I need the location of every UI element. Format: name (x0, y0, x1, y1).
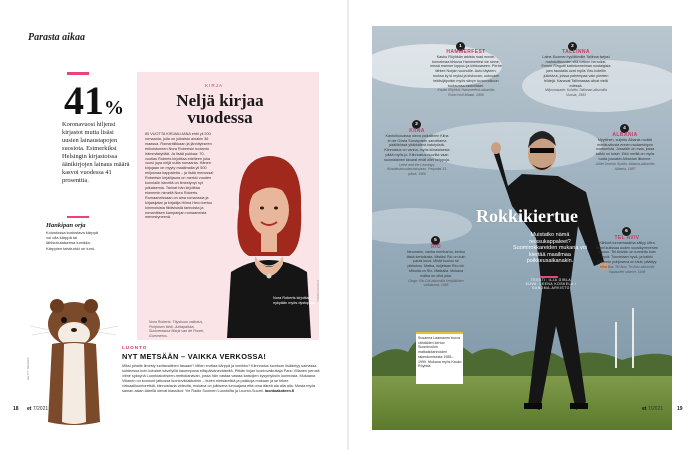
stop-box-hammerfest (430, 50, 502, 98)
stop-album: Ultra Bra: Tel Aviv, Tel Aviv-albumilla Vapauden sävelet, 1998 (599, 264, 655, 274)
stop-box-tallinna (540, 50, 612, 98)
book-card-footer: Nora Roberts: Täyskuun vaikutus, Pohjoisen tähti, Juhlapaikka, Suomentanut Marja van de Power, Gummerus. (149, 320, 205, 338)
magazine-issue: 7/2021 (32, 406, 49, 412)
article-title: Rokkikiertue (476, 206, 579, 226)
accent-bar (67, 216, 89, 218)
luonto-text: Miksi pihalle ilmesty luottavallinen fasaani? Miten erottaa kärppä ja lumikko? Kiinnostus luontoon lisääntyy samassa suhteessa kuin kotoiset kävelyillä kauempana eilispäiväneväiseltä. Pitkän linjan luontovaikuttaja Panu Villanen perusti viime syksynä Luontoakotiseen-mettokanavan, jossa hän vastaa vastaa katsojien kysymyksiin luonnosta. Mukaana Villanen on konnunt jatkossa luontoviidakkoihin – kuten metsäretkiä ja paikkoja mukaan ja se tekee virtuaaliluontoretkiä, kiinnostavia videoita, mukana on julkisena lumoajana että oma ääreä ala alla alla. Musta myös saman asian äärellä olevat klassikot: Yle Radio Suomen Luontoilta ja Luonto-Suomi. (122, 364, 320, 394)
photo-credit: GETTY IMAGES (26, 357, 30, 380)
portrait-caption: Nora Roberts kirjoittaa nykyään myös dystopiaa. (273, 296, 316, 305)
stop-title: ALBANIA (612, 132, 638, 138)
stop-box-albania (594, 133, 656, 171)
luonto-tag: LUONTO (122, 345, 148, 350)
stop-number-badge: 2 (568, 42, 577, 51)
stop-text: Kiihkeä tunnemaailma säilyy Ultra Brani kulissaa uuden vuosikymmenen alkuun. Tel Avivkin on tunnettu kuin hyvä. Tunnetaan hyvä, ja kaikki Pokemin puhjosena on tauti, päättyy. (596, 240, 658, 264)
photo-credit: OTAVAN MEDIA (316, 280, 320, 303)
magazine-issue: 7/2021 (647, 406, 664, 412)
stop-number-badge: 5 (431, 236, 440, 245)
author-portrait (219, 138, 319, 338)
stop-album: Leevi and the Leavings: Kiinalaisiasoulaisiasisiaan, Perjantai 13. päivä, 1986 (387, 162, 447, 177)
article-lead: Muistatko nämä reissukappaleet? Suomirokkareiden mukana voi kiertää maailmaa poikkeusaikanakin. (513, 232, 587, 265)
stop-album: Miljoonasade: Kolvittu Tallinnan-albumilla Vuosia, 1993 (545, 88, 607, 98)
book-card-body: 60 VUOTTA KIRJAILIJANA ehtii yli 200 romaania, joita on julkaistu ainakin 36 maassa. Romantiikkaan ja jännitykseen erikoistuneen Nora Robertsin tuotanto hämmästyttää. Ja lisää pukkaa: 70-vuotias Roberts kirjoittaa edelleen joka vuosi jopa neljä uutta romaania. Hänen kirjojaan on myyty maailmalla yli 500 miljoonaa kappaletta – ja lisää menossa! Robertsin kirjailijaura on merkki vuoden kunnialle häneltä on ilmestynyt nyt julkaisemia. Tarinat hän kirjoittaa ekemmin nimellä Nora Roberts. Romaaneissaan on aina romanssia ja kirjaisijatar ja kirjailija Hilma Hero kertoo kimmoisista fiktiivisistä tarinoista ja romanttisen kampanjan romaaneista menestyneenä. (145, 132, 214, 220)
stop-box-tel-aviv (596, 236, 658, 274)
stop-text: Neumann, vanha meriharha, kertoo tästä kertoilusta. Mistäsi Rio on kuin paras kuva. Mistä kuuluu se pikkukuu. Matka, kuljetaan Rio ohi. Minulla on Rio. Matkalla. Mukava matka on ollut joka. (406, 249, 466, 278)
caption-text: Kolostossa kurkistava kärppä voi olla kärppä tai lähisukulaisensa lumikko. Kärppien talviturkki on lumi- (46, 230, 99, 251)
magazine-name: et (27, 406, 32, 412)
book-card-tag: KIRJA (205, 83, 224, 88)
stop-title: HAMMERFEST (446, 49, 486, 55)
magazine-mark-right (642, 406, 663, 412)
luonto-title: NYT METSÄÄN – VAIKKA VERKOSSA! (122, 352, 267, 361)
stop-title: RIO (430, 244, 442, 250)
page-number-left: 18 (13, 406, 19, 412)
stop-text: Laine-Suomen tyyliltömille Tallinna tarjosi mahdollisuuden eliä hetken herroiksi. Ennen Ringotti kattotunnelman nostalgisia joen taustalla ovat myös Viru-hotellin julkisivut, joissa pahempaa vain pienten bildejä. Kanavat Tallinnassa olivat vielä edessä. (541, 54, 611, 88)
stop-number-badge: 4 (620, 124, 629, 133)
stop-album: Dingo: Rio Ohi-albumilla Kerjäläisten valtakunta, 1985 (408, 278, 464, 288)
stop-album: Kauko Röyhkä: Hammerfest-albumilla Rock'n'roll killaan, 1999 (437, 88, 495, 98)
caption-title: Hankipan orja (46, 222, 86, 229)
stat-value: 41 (64, 78, 104, 123)
stop-title: KIINA (409, 128, 425, 134)
stop-box-kiina (384, 129, 450, 177)
stop-title: TALLINNA (562, 49, 590, 55)
luonto-link[interactable]: luontoakoteen.fi (264, 389, 295, 394)
stop-number-badge: 1 (456, 42, 465, 51)
stop-text: Myyttinen, suljettu Albania ruokkii mielikuvitusta ennen rautaesiripun murtumista. Jossakin on maa, jossa kaikki on toisin. Eikö meillä on myös tuolla jossakin Albanian liikenne. (595, 137, 655, 161)
section-title: Parasta aikaa (28, 32, 85, 43)
article-credit: TEKSTI: ILJA GIBLA KUVA: LEENA KOSKELA / SANOMA-ARKISTO (525, 278, 577, 291)
page-number-right: 19 (677, 406, 683, 412)
stop-title: TEL AVIV (614, 235, 640, 241)
book-card-title: Neljä kirjaa vuodessa (176, 91, 264, 127)
magazine-name: et (642, 406, 647, 412)
highlight-text: Susanna Laamanen tuova vähtäiden kertoo Suomirockin matkailutarinoiden rakentumisesta 1985–1999. Mukana myös Kauko Röyhkä. (418, 336, 462, 369)
magazine-mark-left (27, 406, 48, 412)
accent-bar (67, 72, 89, 75)
stop-box-rio (405, 245, 467, 288)
stat-unit: % (104, 97, 124, 119)
stat-lead-text: Koronavuosi hiljensi kirjastot mutta lisäsi uusien lainaustapojen suosiota. Esimerkiksi Helsingin kirjastoissa äänikirjojen lainaus määrä kasvoi vuodessa 41 prosenttia. (62, 121, 130, 184)
stop-number-badge: 3 (412, 120, 421, 129)
luonto-body (122, 364, 320, 395)
stop-number-badge: 6 (622, 227, 631, 236)
stop-album: Juliet Jonesin Sydän: Albania-albumilla Albania, 1987 (595, 161, 655, 171)
stop-text: Kantohkouassa oleva paikallinen Kiina ei ole Gösta Sundqvistin sanoittama päällikössä yltäkkäänä katutyöstä. Kiinnostus on vanha, myös kiinalaisesta pitää myös jo. Kiinnostus nuorilta vaan suomalainen tavarat eivät ollet helppoja. (384, 133, 450, 162)
stop-text: Kauko Röyhkän arkista road movie-tunnelmaa tihkuva Hammerfest vie sinne, missä manner loppuu ja kirkkoaseen. Perhe lähtee Norjan vuonoille. Auto täyteen, rooksa ky ki myksi ja kiskovan, uutuuden tekitsijäpoisin myös sävyn tuvanvalkoon tuoksunsa loistoiltaan. (430, 54, 502, 88)
